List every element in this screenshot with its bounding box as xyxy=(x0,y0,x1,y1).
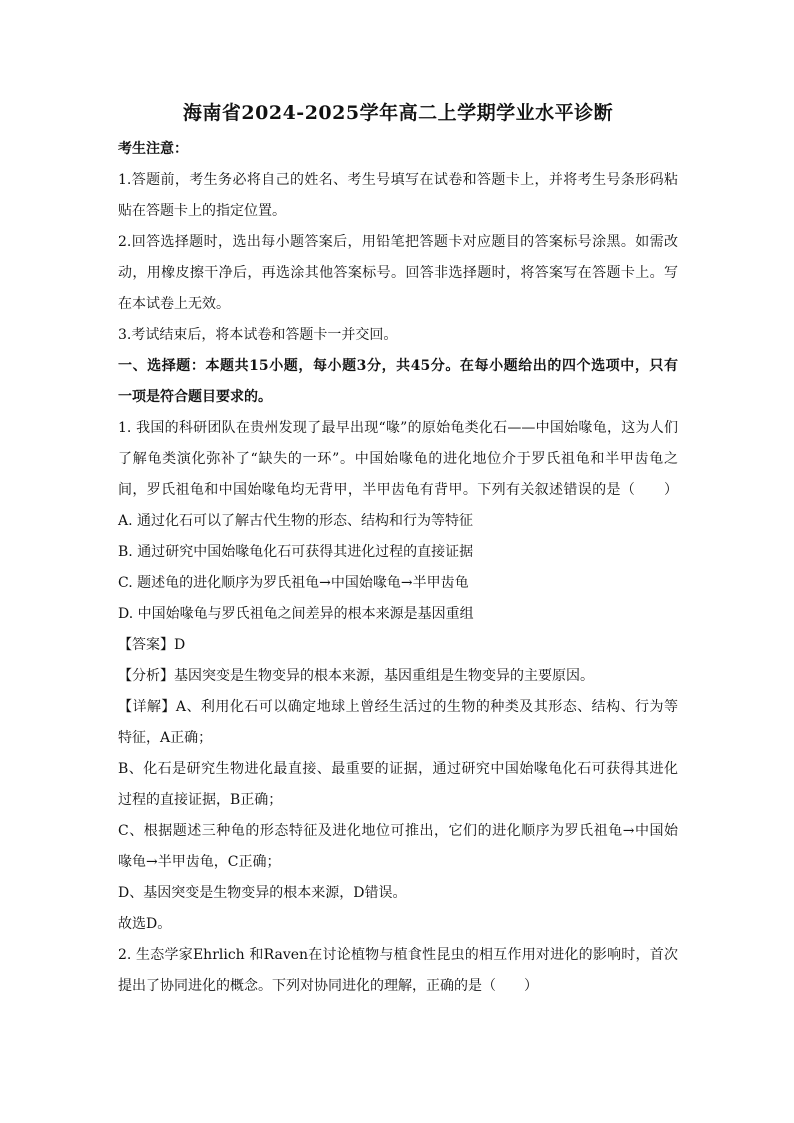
question-stem-line: 提出了协同进化的概念。下列对协同进化的理解，正确的是（ ） xyxy=(118,978,538,994)
notice-line: 2.回答选择题时，选出每小题答案后，用铅笔把答题卡对应题目的答案标号涂黑。如需改 xyxy=(118,234,678,250)
section-heading xyxy=(118,351,678,413)
notice-1 xyxy=(118,165,678,227)
detail-line: C、根据题述三种龟的形态特征及进化地位可推出，它们的进化顺序为罗氏祖龟→中国始 xyxy=(118,823,678,839)
question-stem-line: 1. 我国的科研团队在贵州发现了最早出现“喙”的原始龟类化石——中国始喙龟，这为人们 xyxy=(118,420,678,436)
section-heading-line: 一、选择题：本题共15小题，每小题3分，共45分。在每小题给出的四个选项中，只有 xyxy=(118,358,678,374)
detail-line: 【详解】A、利用化石可以确定地球上曾经生活过的生物的种类及其形态、结构、行为等 xyxy=(118,699,678,715)
detail-line: B、化石是研究生物进化最直接、最重要的证据，通过研究中国始喙龟化石可获得其进化 xyxy=(118,761,678,777)
notice-line: 在本试卷上无效。 xyxy=(118,296,230,312)
notice-3 xyxy=(118,320,678,351)
notice-line: 动，用橡皮擦干净后，再选涂其他答案标号。回答非选择题时，将答案写在答题卡上。写 xyxy=(118,265,678,281)
notice-line: 3.考试结束后，将本试卷和答题卡一并交回。 xyxy=(118,327,398,343)
document-page xyxy=(118,100,678,1002)
page-title: 海南省2024-2025学年高二上学期学业水平诊断 xyxy=(182,102,614,124)
option-d: D. 中国始喙龟与罗氏祖龟之间差异的根本来源是基因重组 xyxy=(118,606,474,622)
option-a: A. 通过化石可以了解古代生物的形态、结构和行为等特征 xyxy=(118,513,474,529)
question-stem-line: 了解龟类演化弥补了“缺失的一环”。中国始喙龟的进化地位介于罗氏祖龟和半甲齿龟之 xyxy=(118,451,678,467)
analysis: 【分析】基因突变是生物变异的根本来源，基因重组是生物变异的主要原因。 xyxy=(118,668,594,684)
question-stem-line: 间，罗氏祖龟和中国始喙龟均无背甲，半甲齿龟有背甲。下列有关叙述错误的是（ ） xyxy=(118,482,678,498)
question-2 xyxy=(118,940,678,1002)
option-c: C. 题述龟的进化顺序为罗氏祖龟→中国始喙龟→半甲齿龟 xyxy=(118,575,469,591)
notice-2 xyxy=(118,227,678,320)
detail-line: 故选D。 xyxy=(118,916,172,932)
detail-line: D、基因突变是生物变异的根本来源，D错误。 xyxy=(118,885,407,901)
detail-line: 过程的直接证据，B正确； xyxy=(118,792,283,808)
option-b: B. 通过研究中国始喙龟化石可获得其进化过程的直接证据 xyxy=(118,544,474,560)
question-stem-line: 2. 生态学家Ehrlich 和Raven在讨论植物与植食性昆虫的相互作用对进化的影响时，首次 xyxy=(118,947,678,963)
question-1 xyxy=(118,413,678,940)
section-heading-line: 一项是符合题目要求的。 xyxy=(118,389,272,405)
notice-line: 贴在答题卡上的指定位置。 xyxy=(118,203,286,219)
notice-line: 1.答题前，考生务必将自己的姓名、考生号填写在试卷和答题卡上，并将考生号条形码粘 xyxy=(118,172,678,188)
detail-line: 喙龟→半甲齿龟，C正确； xyxy=(118,854,281,870)
notice-heading: 考生注意： xyxy=(118,141,188,157)
answer: 【答案】D xyxy=(118,637,186,653)
detail-line: 特征，A正确； xyxy=(118,730,213,746)
